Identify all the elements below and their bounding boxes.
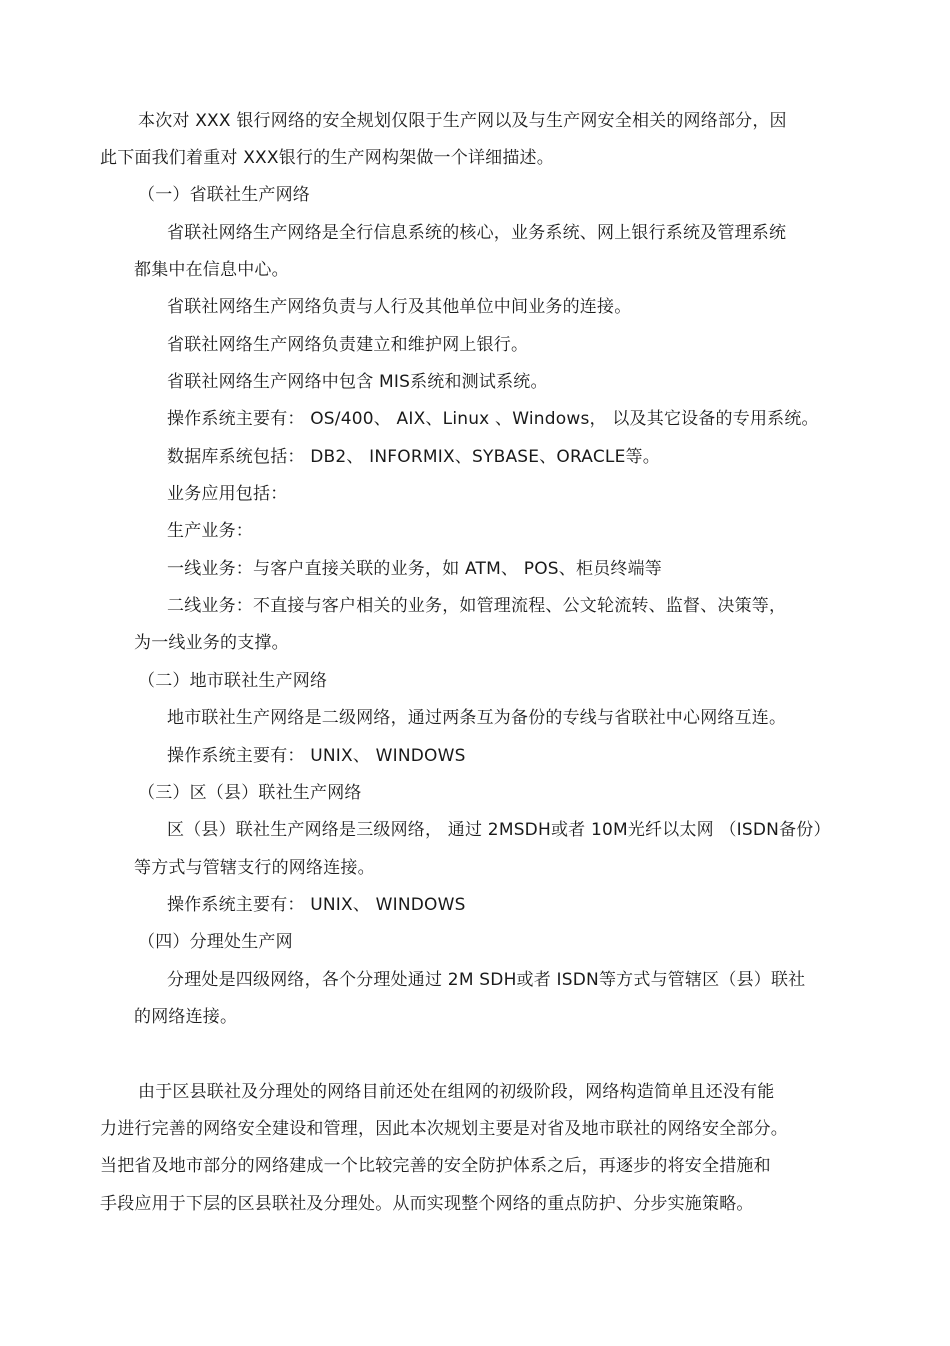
intro-line-1: 本次对 XXX 银行网络的安全规划仅限于生产网以及与生产网安全相关的网络部分，因: [138, 111, 787, 131]
section-2-os-list: 操作系统主要有： UNIX、 WINDOWS: [167, 746, 466, 766]
section-1-paragraph-4: 省联社网络生产网络中包含 MIS系统和测试系统。: [167, 372, 548, 392]
section-2-heading: （二）地市联社生产网络: [138, 671, 328, 691]
section-1-production-business: 生产业务：: [167, 521, 253, 541]
section-1-business-apps: 业务应用包括：: [167, 484, 288, 504]
conclusion-line-2: 力进行完善的网络安全建设和管理，因此本次规划主要是对省及地市联社的网络安全部分。: [100, 1119, 788, 1139]
section-3-paragraph-1-line-1: 区（县）联社生产网络是三级网络， 通过 2MSDH或者 10M光纤以太网 （ISDN备份）: [167, 820, 831, 840]
section-1-database-list: 数据库系统包括： DB2、 INFORMIX、SYBASE、ORACLE等。: [167, 447, 660, 467]
section-1-paragraph-1-line-2: 都集中在信息中心。: [134, 260, 289, 280]
section-1-frontline-business: 一线业务：与客户直接关联的业务，如 ATM、 POS、柜员终端等: [167, 559, 662, 579]
section-2-paragraph-1: 地市联社生产网络是二级网络，通过两条互为备份的专线与省联社中心网络互连。: [167, 708, 787, 728]
section-1-paragraph-2: 省联社网络生产网络负责与人行及其他单位中间业务的连接。: [167, 297, 632, 317]
section-1-paragraph-1-line-1: 省联社网络生产网络是全行信息系统的核心，业务系统、网上银行系统及管理系统: [167, 223, 787, 243]
conclusion-line-3: 当把省及地市部分的网络建成一个比较完善的安全防护体系之后，再逐步的将安全措施和: [100, 1156, 771, 1176]
section-1-os-list: 操作系统主要有： OS/400、 AIX、Linux 、Windows， 以及其它设备的专用系统。: [167, 409, 819, 429]
section-1-backline-business-line-2: 为一线业务的支撑。: [134, 633, 289, 653]
intro-line-2: 此下面我们着重对 XXX银行的生产网构架做一个详细描述。: [100, 148, 554, 168]
section-1-backline-business-line-1: 二线业务：不直接与客户相关的业务，如管理流程、公文轮流转、监督、决策等，: [167, 596, 787, 616]
section-1-paragraph-3: 省联社网络生产网络负责建立和维护网上银行。: [167, 335, 529, 355]
conclusion-line-4: 手段应用于下层的区县联社及分理处。从而实现整个网络的重点防护、分步实施策略。: [100, 1194, 754, 1214]
section-3-os-list: 操作系统主要有： UNIX、 WINDOWS: [167, 895, 466, 915]
section-3-paragraph-1-line-2: 等方式与管辖支行的网络连接。: [134, 858, 375, 878]
section-1-heading: （一）省联社生产网络: [138, 185, 310, 205]
conclusion-line-1: 由于区县联社及分理处的网络目前还处在组网的初级阶段，网络构造简单且还没有能: [138, 1082, 775, 1102]
section-4-paragraph-1-line-2: 的网络连接。: [134, 1007, 238, 1027]
section-4-heading: （四）分理处生产网: [138, 932, 293, 952]
section-3-heading: （三）区（县）联社生产网络: [138, 783, 362, 803]
section-4-paragraph-1-line-1: 分理处是四级网络，各个分理处通过 2M SDH或者 ISDN等方式与管辖区（县）联社: [167, 970, 806, 990]
